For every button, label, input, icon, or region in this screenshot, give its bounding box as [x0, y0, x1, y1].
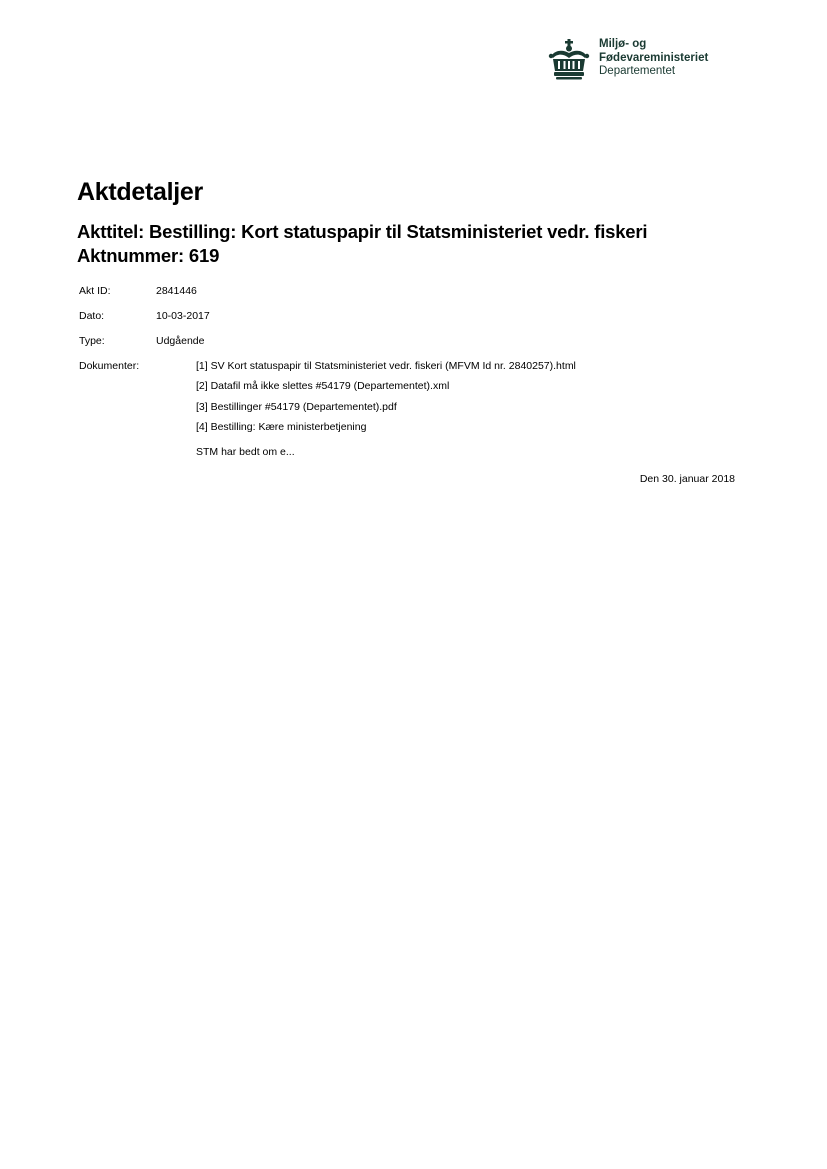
type-value: Udgående [156, 335, 205, 347]
logo-line-3: Departementet [599, 65, 676, 77]
page-title: Aktdetaljer [77, 178, 203, 206]
document-item-3: [3] Bestillinger #54179 (Departementet).pdf [196, 401, 397, 413]
document-item-2: [2] Datafil må ikke slettes #54179 (Departementet).xml [196, 380, 450, 392]
document-item-1: [1] SV Kort statuspapir til Statsministeriet vedr. fiskeri (MFVM Id nr. 2840257).html [196, 360, 576, 372]
dato-label: Dato: [79, 310, 105, 322]
logo-line-1: Miljø- og [599, 38, 647, 50]
akt-id-value: 2841446 [156, 285, 197, 297]
logo-text [599, 38, 708, 79]
footer-date: Den 30. januar 2018 [639, 473, 735, 485]
akt-id-label: Akt ID: [79, 285, 111, 297]
dokumenter-label: Dokumenter: [79, 360, 140, 372]
dato-value: 10-03-2017 [156, 310, 210, 322]
crown-icon [548, 39, 590, 81]
document-item-4-excerpt: STM har bedt om e... [196, 446, 295, 458]
akttitel: Akttitel: Bestilling: Kort statuspapir til Statsministeriet vedr. fiskeri [77, 221, 648, 242]
document-item-4: [4] Bestilling: Kære ministerbetjening [196, 421, 367, 433]
aktnummer: Aktnummer: 619 [77, 245, 220, 266]
type-label: Type: [79, 335, 105, 347]
subtitle [77, 220, 647, 268]
logo-line-2: Fødevareministeriet [599, 51, 709, 64]
ministry-logo [548, 38, 708, 81]
